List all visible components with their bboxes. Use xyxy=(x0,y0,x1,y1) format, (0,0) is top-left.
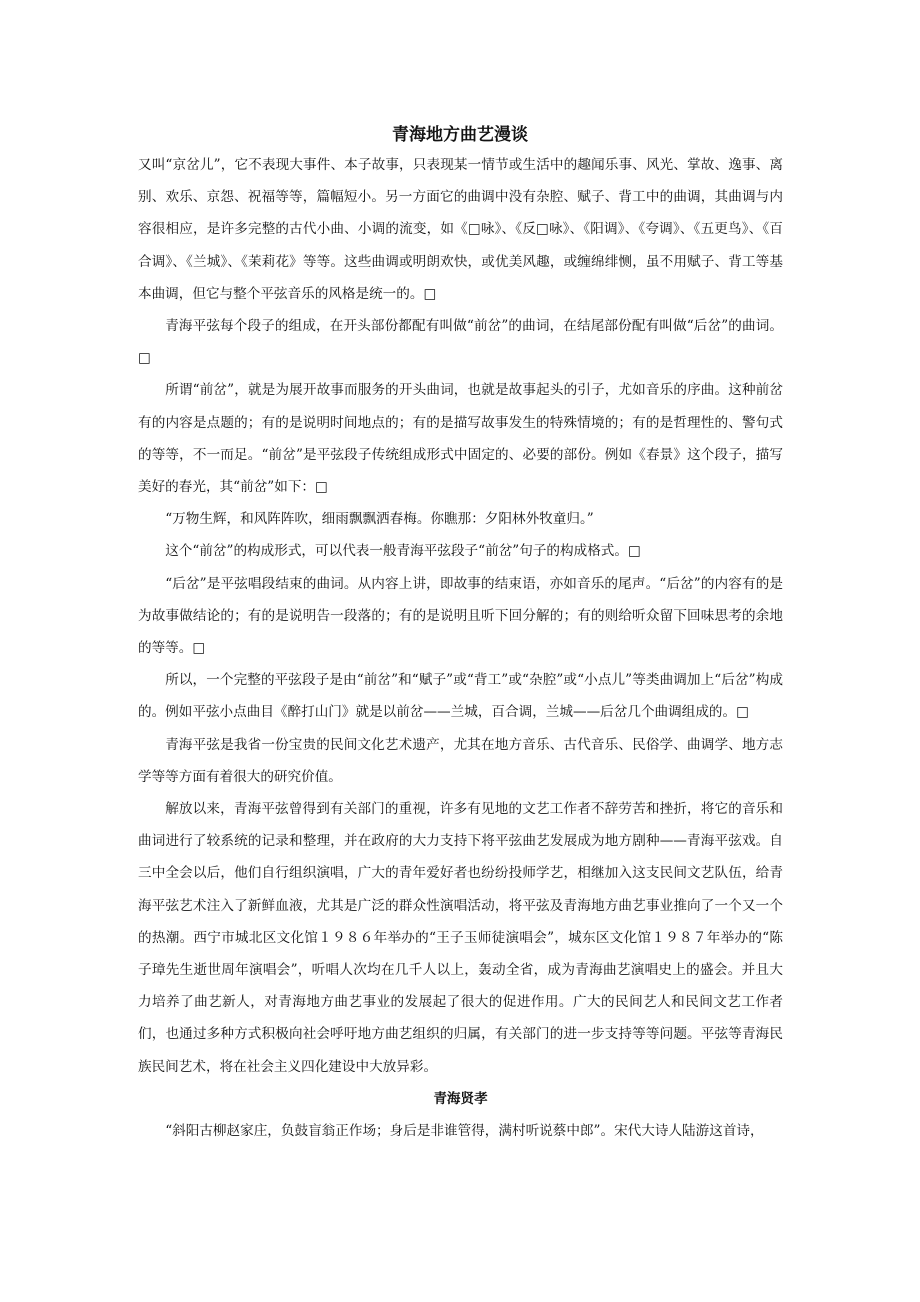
paragraph-6: “后岔”是平弦唱段结束的曲词。从内容上讲，即故事的结束语，亦如音乐的尾声。“后岔”的内容有的是为故事做结论的；有的是说明告一段落的；有的是说明且听下回分解的；有的则给听众留下回味思考的余地的等等。□ xyxy=(138,575,783,657)
section-title: 青海贤孝 xyxy=(433,1090,488,1107)
paragraph-9: 解放以来，青海平弦曾得到有关部门的重视，许多有见地的文艺工作者不辞劳苦和挫折，将它的音乐和曲词进行了较系统的记录和整理，并在政府的大力支持下将平弦曲艺发展成为地方剧种——青海平弦戏。自三中全会以后，他们自行组织演唱，广大的青年爱好者也纷纷投师学艺，相继加入这支民间文艺队伍，给青海平弦艺术注入了新鲜血液，尤其是广泛的群众性演唱活动，将平弦及青海地方曲艺事业推向了一个又一个的热潮。西宁市城北区文化馆１９８６年举办的“王子玉师徒演唱会”，城东区文化馆１９８７年举办的“陈子璋先生逝世周年演唱会”，听唱人次均在几千人以上，轰动全省，成为青海曲艺演唱史上的盛会。并且大力培养了曲艺新人，对青海地方曲艺事业的发展起了很大的促进作用。广大的民间艺人和民间文艺工作者们，也通过多种方式积极向社会呼吁地方曲艺组织的归属，有关部门的进一步支持等等问题。平弦等青海民族民间艺术，将在社会主义四化建设中大放异彩。 xyxy=(138,801,783,1075)
document-body xyxy=(138,149,783,1147)
paragraph-2: 青海平弦每个段子的组成，在开头部份都配有叫做“前岔”的曲词，在结尾部份配有叫做“后岔”的曲词。□ xyxy=(138,318,783,367)
paragraph-5: 这个“前岔”的构成形式，可以代表一般青海平弦段子“前岔”句子的构成格式。□ xyxy=(165,543,641,560)
paragraph-8: 青海平弦是我省一份宝贵的民间文化艺术遗产，尤其在地方音乐、古代音乐、民俗学、曲调学、地方志学等等方面有着很大的研究价值。 xyxy=(138,736,783,785)
quote-paragraph: “万物生辉，和风阵阵吹，细雨飘飘洒春梅。你瞧那：夕阳林外牧童归。” xyxy=(165,511,594,528)
page-title: 青海地方曲艺漫谈 xyxy=(392,125,528,145)
section-paragraph-1: “斜阳古柳赵家庄，负鼓盲翁正作场；身后是非谁管得，满村听说蔡中郎”。宋代大诗人陆游这首诗， xyxy=(165,1123,764,1140)
paragraph-1: 又叫“京岔儿”，它不表现大事件、本子故事，只表现某一情节或生活中的趣闻乐事、风光、掌故、逸事、离别、欢乐、京怨、祝福等等，篇幅短小。另一方面它的曲调中没有杂腔、赋子、背工中的曲调，其曲调与内容很相应，是许多完整的古代小曲、小调的流变，如《□咏》、《反□咏》、《阳调》、《夸调》、《五更鸟》、《百合调》、《兰城》、《茉莉花》等等。这些曲调或明朗欢快，或优美风趣，或缠绵绯恻，虽不用赋子、背工等基本曲调，但它与整个平弦音乐的风格是统一的。□ xyxy=(138,157,783,302)
paragraph-3: 所谓“前岔”，就是为展开故事而服务的开头曲词，也就是故事起头的引子，尤如音乐的序曲。这种前岔有的内容是点题的；有的是说明时间地点的；有的是描写故事发生的特殊情境的；有的是哲理性的、警句式的等等，不一而足。“前岔”是平弦段子传统组成形式中固定的、必要的部份。例如《春景》这个段子，描写美好的春光，其“前岔”如下：□ xyxy=(138,382,783,496)
paragraph-7: 所以，一个完整的平弦段子是由“前岔”和“赋子”或“背工”或“杂腔”或“小点儿”等类曲调加上“后岔”构成的。例如平弦小点曲目《醉打山门》就是以前岔——兰城，百合调，兰城——后岔几个曲调组成的。□ xyxy=(138,672,783,721)
